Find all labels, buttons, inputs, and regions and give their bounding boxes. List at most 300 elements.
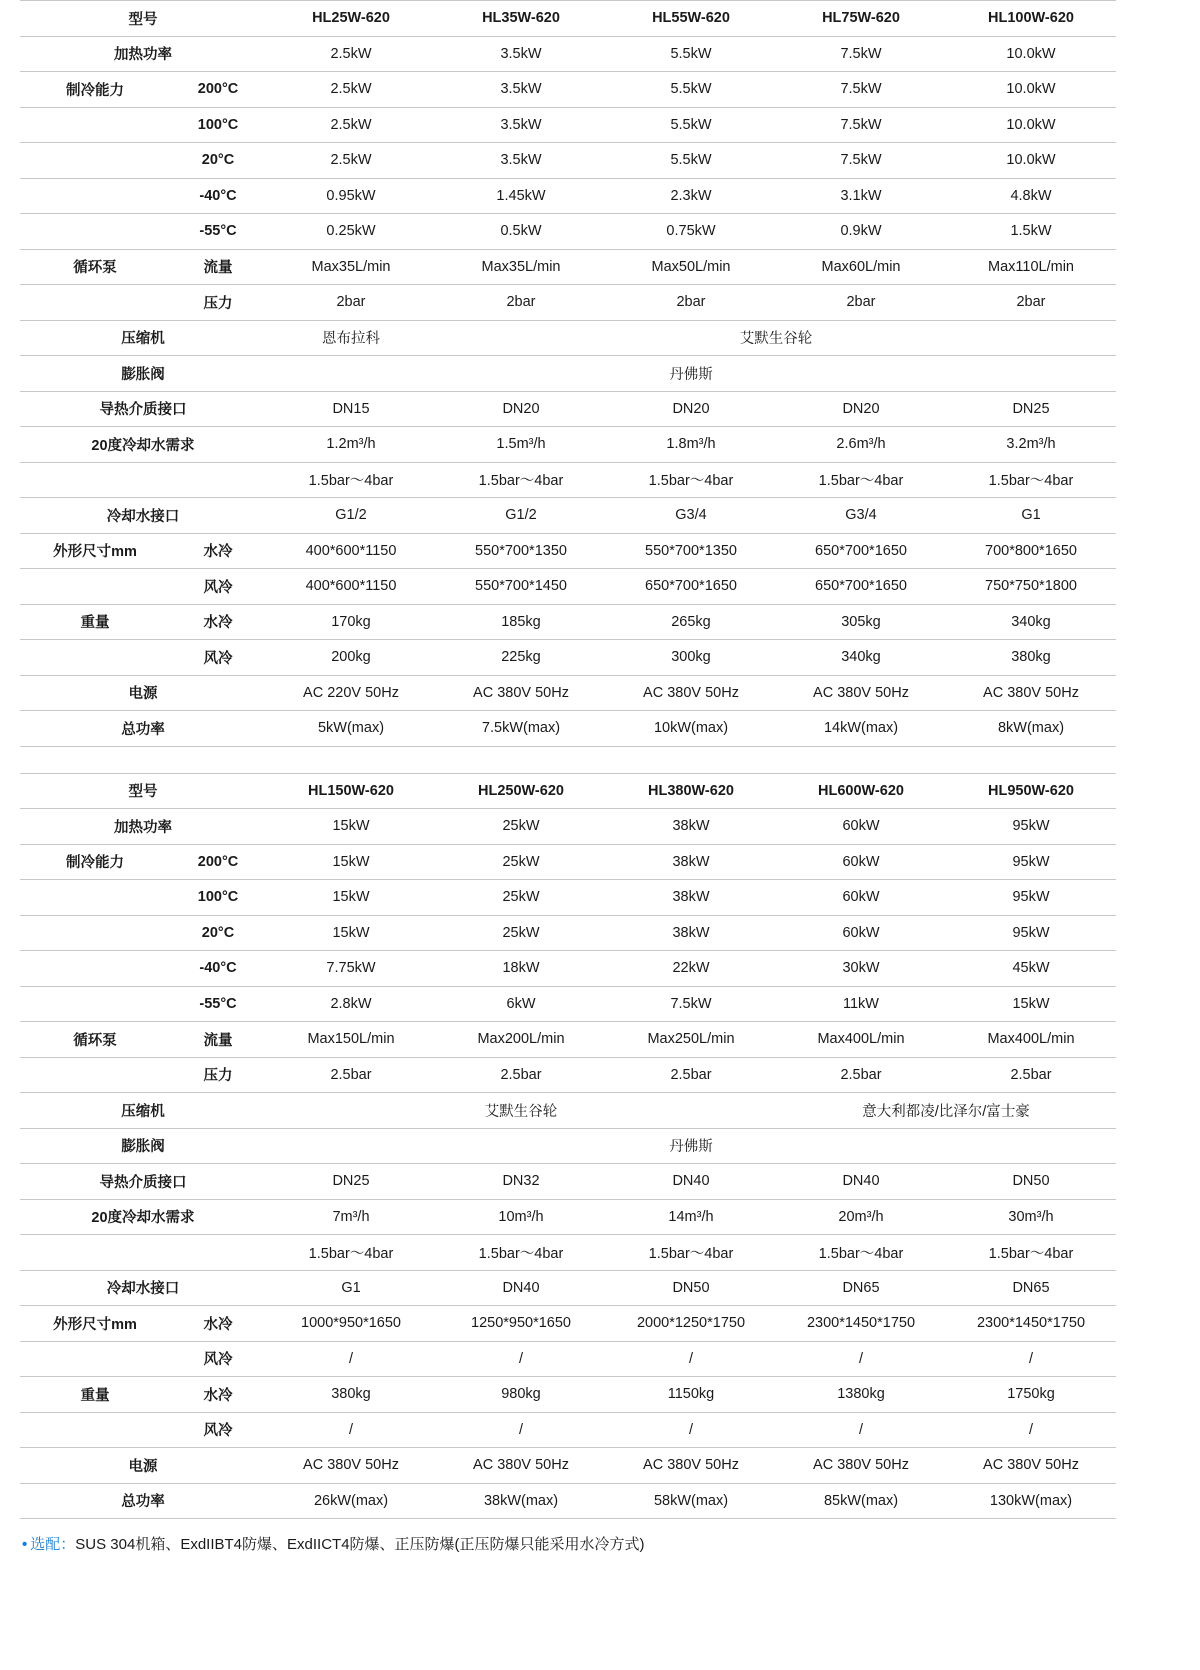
row-sublabel: 水冷	[170, 533, 266, 569]
table-cell: 130kW(max)	[946, 1483, 1116, 1519]
table-cell: 5.5kW	[606, 107, 776, 143]
row-sublabel: 100°C	[170, 107, 266, 143]
table-cell: 5.5kW	[606, 36, 776, 72]
table-row	[20, 36, 1116, 72]
table-cell: 2.5kW	[266, 72, 436, 108]
model-header: HL150W-620	[266, 773, 436, 809]
table-row	[20, 356, 1116, 392]
row-label: 膨胀阀	[20, 356, 266, 392]
table-cell: 26kW(max)	[266, 1483, 436, 1519]
table-row	[20, 809, 1116, 845]
row-sublabel: -55°C	[170, 214, 266, 250]
table-cell: 85kW(max)	[776, 1483, 946, 1519]
table-row	[20, 533, 1116, 569]
table-cell: /	[606, 1341, 776, 1377]
table-cell: /	[946, 1341, 1116, 1377]
table-cell: DN25	[266, 1164, 436, 1200]
spec-table-1-wrap	[16, 0, 1184, 747]
table-cell: 15kW	[266, 915, 436, 951]
table-cell: /	[606, 1412, 776, 1448]
row-label: 压缩机	[20, 320, 266, 356]
row-label	[20, 143, 170, 179]
table-row	[20, 711, 1116, 747]
table-cell: 200kg	[266, 640, 436, 676]
spec-table-2-body	[20, 773, 1116, 1519]
table-row	[20, 462, 1116, 498]
row-label	[20, 915, 170, 951]
table-cell: 980kg	[436, 1377, 606, 1413]
option-label: 选配：	[30, 1536, 76, 1553]
row-label	[20, 462, 266, 498]
table-cell: 5.5kW	[606, 72, 776, 108]
table-cell: 3.5kW	[436, 72, 606, 108]
merged-cell: 丹佛斯	[266, 356, 1116, 392]
table-cell: 2.5bar	[606, 1057, 776, 1093]
row-label: 总功率	[20, 1483, 266, 1519]
table-cell: 2.5bar	[436, 1057, 606, 1093]
table-cell: 7.5kW(max)	[436, 711, 606, 747]
table-cell: G1/2	[266, 498, 436, 534]
table-cell: 1.5bar～4bar	[776, 1235, 946, 1271]
table-row	[20, 915, 1116, 951]
table-cell: /	[946, 1412, 1116, 1448]
table-cell: DN20	[606, 391, 776, 427]
table-cell: 2.3kW	[606, 178, 776, 214]
table-row	[20, 178, 1116, 214]
table-cell: 0.5kW	[436, 214, 606, 250]
table-cell: AC 380V 50Hz	[776, 675, 946, 711]
table-cell: 25kW	[436, 809, 606, 845]
table-cell: /	[436, 1412, 606, 1448]
model-header: HL35W-620	[436, 1, 606, 37]
table-cell: 0.75kW	[606, 214, 776, 250]
table-cell: 60kW	[776, 880, 946, 916]
table-cell: 38kW	[606, 880, 776, 916]
table-cell: 15kW	[266, 809, 436, 845]
table-cell: Max35L/min	[436, 249, 606, 285]
table-cell: 2bar	[266, 285, 436, 321]
row-label: 压缩机	[20, 1093, 266, 1129]
table-cell: 2.5kW	[266, 143, 436, 179]
table-cell: 1250*950*1650	[436, 1306, 606, 1342]
row-label	[20, 951, 170, 987]
table-cell: 95kW	[946, 915, 1116, 951]
row-label: 电源	[20, 1448, 266, 1484]
table-cell: /	[266, 1341, 436, 1377]
table-cell: 1000*950*1650	[266, 1306, 436, 1342]
table-row	[20, 640, 1116, 676]
model-header: HL250W-620	[436, 773, 606, 809]
row-label: 循环泵	[20, 1022, 170, 1058]
table-cell: 2.6m³/h	[776, 427, 946, 463]
table-cell: 4.8kW	[946, 178, 1116, 214]
row-label: 电源	[20, 675, 266, 711]
table-row	[20, 1377, 1116, 1413]
row-sublabel: -55°C	[170, 986, 266, 1022]
spec-table-2	[20, 773, 1116, 1520]
table-row	[20, 1270, 1116, 1306]
table-cell: 380kg	[946, 640, 1116, 676]
table-row	[20, 1448, 1116, 1484]
table-cell: G1	[946, 498, 1116, 534]
table-cell: 3.5kW	[436, 143, 606, 179]
table-cell: 550*700*1350	[606, 533, 776, 569]
table-cell: 2.5kW	[266, 36, 436, 72]
table-cell: 22kW	[606, 951, 776, 987]
table-cell: 95kW	[946, 809, 1116, 845]
table-cell: G3/4	[776, 498, 946, 534]
row-label: 冷却水接口	[20, 498, 266, 534]
spec-table-2-wrap	[16, 773, 1184, 1520]
row-label: 加热功率	[20, 36, 266, 72]
table-header-row	[20, 773, 1116, 809]
table-cell: 25kW	[436, 915, 606, 951]
row-label: 20度冷却水需求	[20, 427, 266, 463]
table-cell: 1.5bar～4bar	[436, 462, 606, 498]
model-header: HL950W-620	[946, 773, 1116, 809]
table-cell: 1380kg	[776, 1377, 946, 1413]
table-cell: 300kg	[606, 640, 776, 676]
row-label	[20, 214, 170, 250]
table-cell: 15kW	[946, 986, 1116, 1022]
table-cell: 15kW	[266, 844, 436, 880]
table-cell: Max200L/min	[436, 1022, 606, 1058]
table-cell: 1750kg	[946, 1377, 1116, 1413]
table-cell: 2300*1450*1750	[946, 1306, 1116, 1342]
row-label	[20, 986, 170, 1022]
model-header: HL25W-620	[266, 1, 436, 37]
row-label: 外形尺寸mm	[20, 533, 170, 569]
row-label: 总功率	[20, 711, 266, 747]
row-label	[20, 1235, 266, 1271]
table-cell: Max60L/min	[776, 249, 946, 285]
row-sublabel: 水冷	[170, 1377, 266, 1413]
spec-table-1	[20, 0, 1116, 747]
table-cell: 5.5kW	[606, 143, 776, 179]
table-row	[20, 1412, 1116, 1448]
table-cell: 7.75kW	[266, 951, 436, 987]
table-cell: 2.5bar	[776, 1057, 946, 1093]
bullet-icon: •	[22, 1536, 28, 1553]
row-label	[20, 569, 170, 605]
header-label: 型号	[20, 1, 266, 37]
table-cell: 340kg	[946, 604, 1116, 640]
table-cell: 2000*1250*1750	[606, 1306, 776, 1342]
table-cell: 185kg	[436, 604, 606, 640]
table-cell: G1/2	[436, 498, 606, 534]
table-cell: 3.2m³/h	[946, 427, 1116, 463]
row-label	[20, 1057, 170, 1093]
table-cell: AC 380V 50Hz	[606, 675, 776, 711]
table-row	[20, 320, 1116, 356]
table-cell: AC 380V 50Hz	[946, 1448, 1116, 1484]
row-label: 制冷能力	[20, 72, 170, 108]
table-cell: 650*700*1650	[776, 533, 946, 569]
table-cell: /	[776, 1341, 946, 1377]
table-cell: DN20	[776, 391, 946, 427]
table-cell: 265kg	[606, 604, 776, 640]
row-label: 外形尺寸mm	[20, 1306, 170, 1342]
row-sublabel: 风冷	[170, 640, 266, 676]
table-cell: 1.45kW	[436, 178, 606, 214]
table-cell: 1.5bar～4bar	[606, 1235, 776, 1271]
table-cell: 1.5bar～4bar	[266, 462, 436, 498]
table-row	[20, 498, 1116, 534]
row-label: 重量	[20, 604, 170, 640]
table-cell: 10.0kW	[946, 36, 1116, 72]
table-cell: /	[266, 1412, 436, 1448]
table-cell: 7.5kW	[776, 36, 946, 72]
table-cell: 225kg	[436, 640, 606, 676]
table-row	[20, 1341, 1116, 1377]
table-cell: AC 380V 50Hz	[266, 1448, 436, 1484]
table-cell: 2300*1450*1750	[776, 1306, 946, 1342]
table-cell: 340kg	[776, 640, 946, 676]
table-cell: 58kW(max)	[606, 1483, 776, 1519]
model-header: HL380W-620	[606, 773, 776, 809]
row-sublabel: 流量	[170, 1022, 266, 1058]
table-cell: 650*700*1650	[776, 569, 946, 605]
table-row	[20, 604, 1116, 640]
table-cell: 25kW	[436, 844, 606, 880]
row-label: 冷却水接口	[20, 1270, 266, 1306]
merged-cell: 艾默生谷轮	[436, 320, 1116, 356]
table-cell: 60kW	[776, 915, 946, 951]
table-cell: 2.5kW	[266, 107, 436, 143]
table-cell: 1.5kW	[946, 214, 1116, 250]
table-cell: 7.5kW	[776, 107, 946, 143]
table-row	[20, 569, 1116, 605]
table-cell: 10.0kW	[946, 107, 1116, 143]
table-cell: 95kW	[946, 880, 1116, 916]
table-cell: Max400L/min	[776, 1022, 946, 1058]
table-cell: DN40	[436, 1270, 606, 1306]
table-row	[20, 1164, 1116, 1200]
row-label: 膨胀阀	[20, 1128, 266, 1164]
table-cell: 7.5kW	[776, 72, 946, 108]
table-row	[20, 1057, 1116, 1093]
table-cell: DN15	[266, 391, 436, 427]
footer-note	[22, 1533, 1184, 1554]
table-cell: DN65	[776, 1270, 946, 1306]
table-cell: 14m³/h	[606, 1199, 776, 1235]
table-cell: 2bar	[436, 285, 606, 321]
table-cell: 6kW	[436, 986, 606, 1022]
table-cell: 1.5bar～4bar	[946, 462, 1116, 498]
table-header-row	[20, 1, 1116, 37]
table-cell: /	[436, 1341, 606, 1377]
table-cell: 380kg	[266, 1377, 436, 1413]
table-cell: Max250L/min	[606, 1022, 776, 1058]
table-cell: 2.8kW	[266, 986, 436, 1022]
table-row	[20, 391, 1116, 427]
table-cell: DN50	[946, 1164, 1116, 1200]
table-row	[20, 1306, 1116, 1342]
table-cell: 1.5bar～4bar	[436, 1235, 606, 1271]
table-cell: 7.5kW	[776, 143, 946, 179]
table-cell: /	[776, 1412, 946, 1448]
table-row	[20, 427, 1116, 463]
table-cell: AC 380V 50Hz	[946, 675, 1116, 711]
table-cell: 0.9kW	[776, 214, 946, 250]
table-row	[20, 1199, 1116, 1235]
merged-cell: 艾默生谷轮	[266, 1093, 776, 1129]
table-cell: G3/4	[606, 498, 776, 534]
merged-cell: 恩布拉科	[266, 320, 436, 356]
table-cell: 1.5bar～4bar	[606, 462, 776, 498]
table-cell: 650*700*1650	[606, 569, 776, 605]
table-row	[20, 951, 1116, 987]
table-cell: 20m³/h	[776, 1199, 946, 1235]
table-cell: AC 220V 50Hz	[266, 675, 436, 711]
table-cell: 170kg	[266, 604, 436, 640]
table-row	[20, 986, 1116, 1022]
table-cell: 11kW	[776, 986, 946, 1022]
row-sublabel: 100°C	[170, 880, 266, 916]
table-cell: DN50	[606, 1270, 776, 1306]
table-cell: 1.5bar～4bar	[776, 462, 946, 498]
table-cell: AC 380V 50Hz	[436, 1448, 606, 1484]
row-label	[20, 1412, 170, 1448]
table-cell: 2bar	[946, 285, 1116, 321]
table-cell: 60kW	[776, 844, 946, 880]
table-cell: 45kW	[946, 951, 1116, 987]
table-cell: 1.2m³/h	[266, 427, 436, 463]
table-cell: 1150kg	[606, 1377, 776, 1413]
table-row	[20, 844, 1116, 880]
row-label	[20, 107, 170, 143]
spec-table-1-body	[20, 1, 1116, 747]
row-sublabel: 水冷	[170, 604, 266, 640]
table-row	[20, 1483, 1116, 1519]
row-sublabel: 压力	[170, 1057, 266, 1093]
table-row	[20, 1093, 1116, 1129]
table-cell: 550*700*1450	[436, 569, 606, 605]
model-header: HL100W-620	[946, 1, 1116, 37]
row-label: 导热介质接口	[20, 391, 266, 427]
header-label: 型号	[20, 773, 266, 809]
table-row	[20, 214, 1116, 250]
row-sublabel: 200°C	[170, 844, 266, 880]
merged-cell: 丹佛斯	[266, 1128, 1116, 1164]
table-cell: Max35L/min	[266, 249, 436, 285]
table-cell: 1.5m³/h	[436, 427, 606, 463]
row-label	[20, 285, 170, 321]
table-cell: 400*600*1150	[266, 533, 436, 569]
table-cell: 14kW(max)	[776, 711, 946, 747]
table-cell: 38kW	[606, 915, 776, 951]
row-label	[20, 1341, 170, 1377]
table-cell: 305kg	[776, 604, 946, 640]
table-row	[20, 675, 1116, 711]
table-cell: 1.8m³/h	[606, 427, 776, 463]
row-sublabel: 流量	[170, 249, 266, 285]
table-gap	[16, 747, 1184, 773]
table-cell: Max110L/min	[946, 249, 1116, 285]
table-cell: 25kW	[436, 880, 606, 916]
table-cell: Max150L/min	[266, 1022, 436, 1058]
table-cell: 2.5bar	[946, 1057, 1116, 1093]
row-sublabel: 风冷	[170, 569, 266, 605]
table-cell: 38kW	[606, 844, 776, 880]
table-cell: DN20	[436, 391, 606, 427]
table-row	[20, 143, 1116, 179]
model-header: HL55W-620	[606, 1, 776, 37]
table-cell: 95kW	[946, 844, 1116, 880]
row-label: 循环泵	[20, 249, 170, 285]
table-cell: AC 380V 50Hz	[436, 675, 606, 711]
row-sublabel: 压力	[170, 285, 266, 321]
row-sublabel: 风冷	[170, 1412, 266, 1448]
table-row	[20, 1022, 1116, 1058]
table-cell: 750*750*1800	[946, 569, 1116, 605]
table-cell: 5kW(max)	[266, 711, 436, 747]
row-sublabel: 200°C	[170, 72, 266, 108]
row-label: 制冷能力	[20, 844, 170, 880]
model-header: HL600W-620	[776, 773, 946, 809]
table-cell: 0.95kW	[266, 178, 436, 214]
table-cell: 38kW(max)	[436, 1483, 606, 1519]
row-label	[20, 178, 170, 214]
table-cell: 2bar	[776, 285, 946, 321]
table-cell: 30m³/h	[946, 1199, 1116, 1235]
table-cell: DN25	[946, 391, 1116, 427]
row-sublabel: -40°C	[170, 951, 266, 987]
table-cell: 2.5bar	[266, 1057, 436, 1093]
table-cell: 7m³/h	[266, 1199, 436, 1235]
row-sublabel: 20°C	[170, 143, 266, 179]
table-cell: 8kW(max)	[946, 711, 1116, 747]
option-text: SUS 304机箱、ExdIIBT4防爆、ExdIICT4防爆、正压防爆(正压防爆只能采用水冷方式)	[75, 1536, 645, 1553]
table-row	[20, 249, 1116, 285]
table-cell: 3.1kW	[776, 178, 946, 214]
table-cell: DN40	[606, 1164, 776, 1200]
row-label: 重量	[20, 1377, 170, 1413]
table-row	[20, 72, 1116, 108]
row-label	[20, 640, 170, 676]
table-row	[20, 1128, 1116, 1164]
row-sublabel: -40°C	[170, 178, 266, 214]
table-cell: AC 380V 50Hz	[776, 1448, 946, 1484]
table-cell: 10.0kW	[946, 143, 1116, 179]
table-cell: Max400L/min	[946, 1022, 1116, 1058]
table-cell: 3.5kW	[436, 36, 606, 72]
table-cell: G1	[266, 1270, 436, 1306]
table-row	[20, 1235, 1116, 1271]
table-cell: 30kW	[776, 951, 946, 987]
table-cell: Max50L/min	[606, 249, 776, 285]
table-row	[20, 880, 1116, 916]
table-cell: 7.5kW	[606, 986, 776, 1022]
model-header: HL75W-620	[776, 1, 946, 37]
row-sublabel: 水冷	[170, 1306, 266, 1342]
table-cell: 700*800*1650	[946, 533, 1116, 569]
row-label: 20度冷却水需求	[20, 1199, 266, 1235]
table-cell: 18kW	[436, 951, 606, 987]
table-cell: DN32	[436, 1164, 606, 1200]
table-cell: DN65	[946, 1270, 1116, 1306]
table-cell: 1.5bar～4bar	[946, 1235, 1116, 1271]
table-cell: AC 380V 50Hz	[606, 1448, 776, 1484]
row-label	[20, 880, 170, 916]
table-cell: 0.25kW	[266, 214, 436, 250]
table-cell: 10m³/h	[436, 1199, 606, 1235]
table-cell: 10kW(max)	[606, 711, 776, 747]
table-cell: 10.0kW	[946, 72, 1116, 108]
table-cell: 15kW	[266, 880, 436, 916]
table-cell: 60kW	[776, 809, 946, 845]
row-label: 加热功率	[20, 809, 266, 845]
